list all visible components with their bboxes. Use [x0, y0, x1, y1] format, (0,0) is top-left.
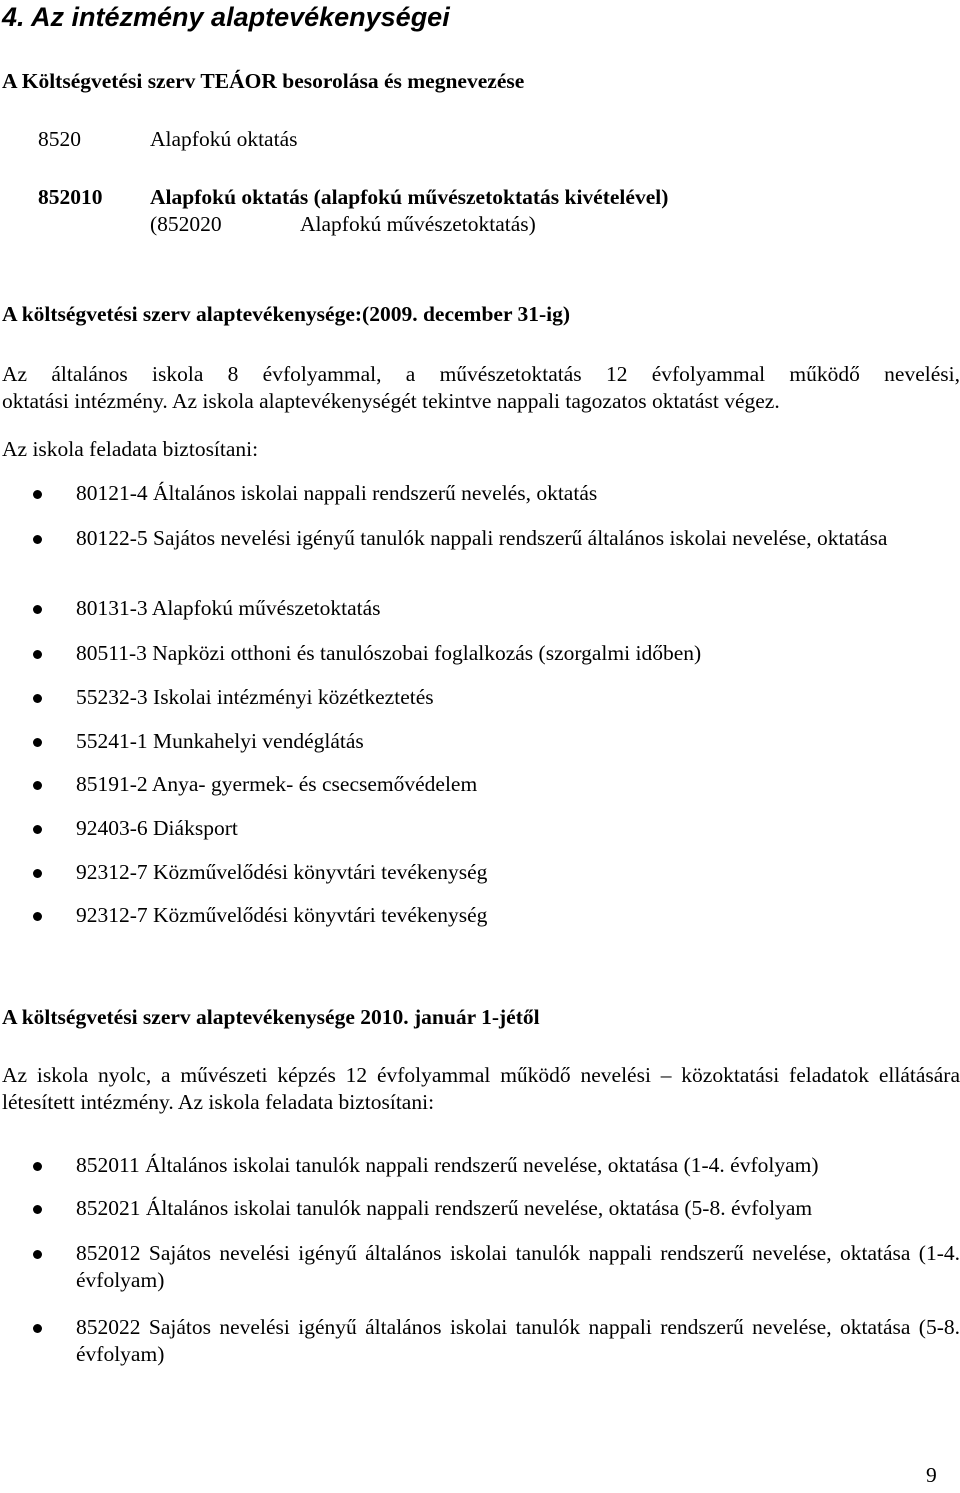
list-item-text: 80121-4 Általános iskolai nappali rendszerű nevelés, oktatás — [76, 481, 598, 505]
teaor-desc: Alapfokú oktatás (alapfokú művészetoktatás kivételével) — [150, 185, 669, 209]
bullet-icon — [33, 869, 42, 878]
bullet-icon — [33, 490, 42, 499]
list-item-text: 852021 Általános iskolai tanulók nappali rendszerű nevelése, oktatása (5-8. évfolyam — [76, 1196, 813, 1220]
list-item-text: 55232-3 Iskolai intézményi közétkeztetés — [76, 685, 434, 709]
section-2010-title: A költségvetési szerv alaptevékenysége 2010. január 1-jétől — [2, 1005, 540, 1029]
bullet-icon — [33, 1205, 42, 1214]
section-2009-para-line1: Az általános iskola 8 évfolyammal, a művészetoktatás 12 évfolyammal működő nevelési, — [2, 362, 960, 386]
page-number: 9 — [926, 1463, 937, 1487]
teaor-excl-desc: Alapfokú művészetoktatás) — [300, 212, 536, 236]
bullet-icon — [33, 650, 42, 659]
list-item-text: 80122-5 Sajátos nevelési igényű tanulók nappali rendszerű általános iskolai nevelése, oktatása — [76, 526, 888, 550]
bullet-icon — [33, 912, 42, 921]
bullet-icon — [33, 605, 42, 614]
section-2009-para-line2: oktatási intézmény. Az iskola alaptevékenységét tekintve nappali tagozatos oktatást végez. — [2, 389, 780, 413]
bullet-icon — [33, 1162, 42, 1171]
section-2009-intro: Az iskola feladata biztosítani: — [2, 437, 259, 461]
bullet-icon — [33, 781, 42, 790]
bullet-icon — [33, 535, 42, 544]
teaor-desc: Alapfokú oktatás — [150, 127, 298, 151]
bullet-icon — [33, 738, 42, 747]
bullet-icon — [33, 1324, 42, 1333]
section-2009-title: A költségvetési szerv alaptevékenysége:(2009. december 31-ig) — [2, 302, 571, 326]
bullet-icon — [33, 694, 42, 703]
teaor-code: 8520 — [38, 127, 81, 151]
list-item-text: 80511-3 Napközi otthoni és tanulószobai foglalkozás (szorgalmi időben) — [76, 641, 702, 665]
bullet-icon — [33, 1250, 42, 1259]
list-item-text: 852022 Sajátos nevelési igényű általános iskolai tanulók nappali rendszerű nevelése, oktatása (5-8. évfolyam) — [76, 1315, 960, 1366]
list-item-text: 852012 Sajátos nevelési igényű általános iskolai tanulók nappali rendszerű nevelése, oktatása (1-4. évfolyam) — [76, 1241, 960, 1292]
section-heading: 4. Az intézmény alaptevékenységei — [2, 2, 450, 32]
section-2010-para: Az iskola nyolc, a művészeti képzés 12 évfolyammal működő nevelési – közoktatási feladatok ellátására létesített intézmény. Az iskola feladata biztosítani: — [2, 1063, 960, 1114]
bullet-icon — [33, 825, 42, 834]
teaor-code: 852010 — [38, 185, 103, 209]
list-item-text: 852011 Általános iskolai tanulók nappali rendszerű nevelése, oktatása (1-4. évfolyam) — [76, 1153, 819, 1177]
list-item-text: 92403-6 Diáksport — [76, 816, 238, 840]
list-item-text: 80131-3 Alapfokú művészetoktatás — [76, 596, 381, 620]
list-item-text: 85191-2 Anya- gyermek- és csecsemővédelem — [76, 772, 478, 796]
teaor-excl-code: (852020 — [150, 212, 222, 236]
list-item-text: 92312-7 Közművelődési könyvtári tevékenység — [76, 903, 488, 927]
list-item-text: 55241-1 Munkahelyi vendéglátás — [76, 729, 364, 753]
list-item-text: 92312-7 Közművelődési könyvtári tevékenység — [76, 860, 488, 884]
teaor-title: A Költségvetési szerv TEÁOR besorolása és megnevezése — [2, 69, 525, 93]
